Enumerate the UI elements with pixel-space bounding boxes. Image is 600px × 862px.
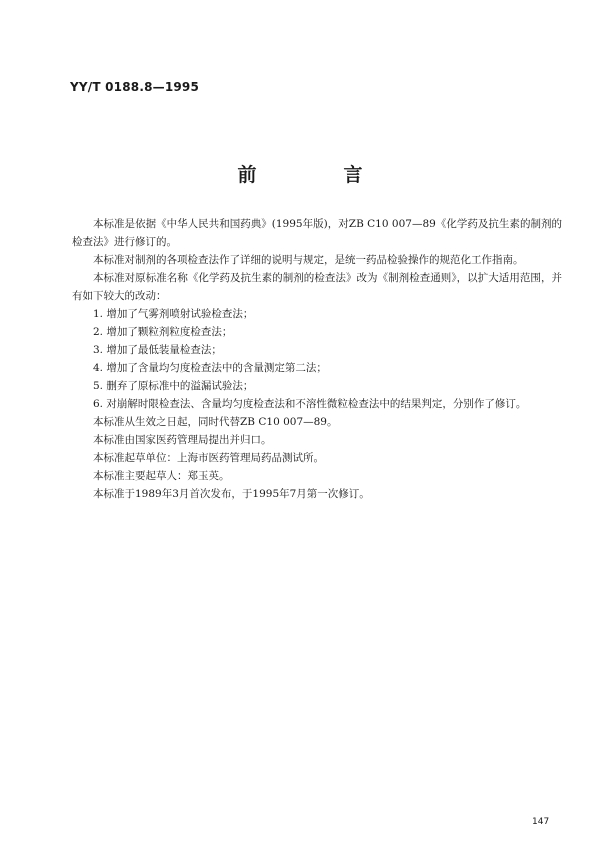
paragraph-history: 本标准于1989年3月首次发布，于1995年7月第一次修订。 xyxy=(93,488,370,500)
change-item-2: 2. 增加了颗粒剂粒度检查法； xyxy=(93,326,233,338)
foreword-body xyxy=(72,215,562,503)
paragraph-purpose: 本标准对制剂的各项检查法作了详细的说明与规定，是统一药品检验操作的规范化工作指南。 xyxy=(93,254,524,266)
change-item-1: 1. 增加了气雾剂喷射试验检查法； xyxy=(93,308,254,320)
page-title: 前 言 xyxy=(237,164,397,186)
change-item-6: 6. 对崩解时限检查法、含量均匀度检查法和不溶性微粒检查法中的结果判定，分别作了修订。 xyxy=(93,398,527,410)
paragraph-proposer: 本标准由国家医药管理局提出并归口。 xyxy=(93,434,272,446)
standard-code: YY/T 0188.8—1995 xyxy=(70,80,200,94)
paragraph-rename: 本标准对原标准名称《化学药及抗生素的制剂的检查法》改为《制剂检查通则》，以扩大适用范围，并有如下较大的改动： xyxy=(72,272,562,302)
paragraph-basis: 本标准是依据《中华人民共和国药典》(1995年版)，对ZB C10 007—89《化学药及抗生素的制剂的检查法》进行修订的。 xyxy=(72,218,562,248)
page-number: 147 xyxy=(532,817,550,827)
change-item-5: 5. 删弃了原标准中的溢漏试验法； xyxy=(93,380,254,392)
paragraph-drafting-unit: 本标准起草单位：上海市医药管理局药品测试所。 xyxy=(93,452,324,464)
change-item-4: 4. 增加了含量均匀度检查法中的含量测定第二法； xyxy=(93,362,327,374)
paragraph-effective: 本标准从生效之日起，同时代替ZB C10 007—89。 xyxy=(93,416,338,428)
change-item-3: 3. 增加了最低装量检查法； xyxy=(93,344,222,356)
paragraph-drafter: 本标准主要起草人：郑玉英。 xyxy=(93,470,230,482)
